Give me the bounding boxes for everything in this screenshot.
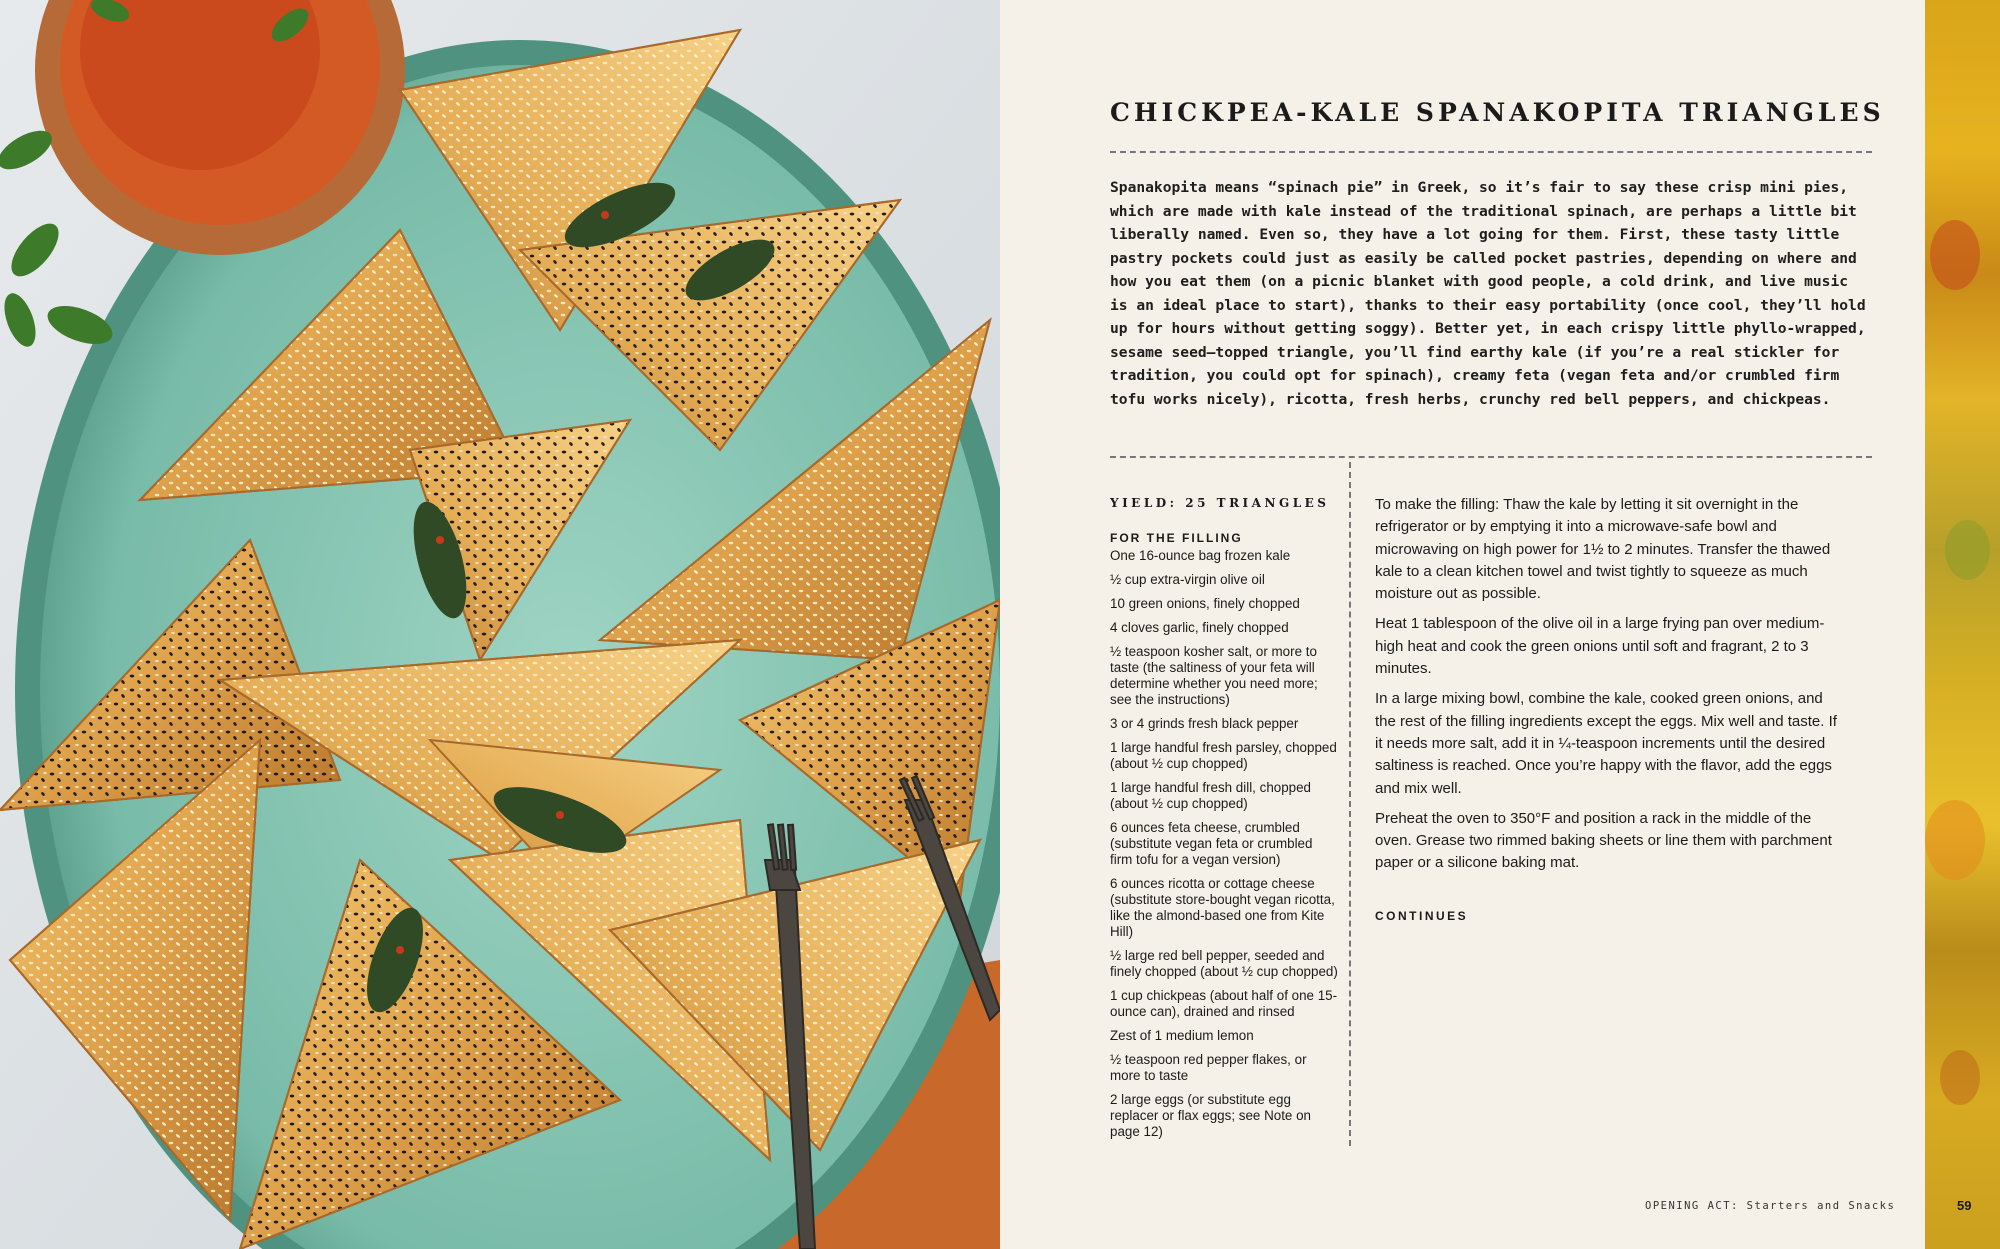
method-step: Heat 1 tablespoon of the olive oil in a large frying pan over medium-high heat and cook the green onions until soft and fragrant, 2 to 3 minutes. <box>1375 615 1825 678</box>
intro-divider <box>1110 456 1872 458</box>
continues-label: CONTINUES <box>1375 909 1469 923</box>
ingredient-item: ½ cup extra-virgin olive oil <box>1110 572 1265 587</box>
ingredient-item: ½ teaspoon kosher salt, or more to taste (the saltiness of your feta will determine whether you need more; see the instructions) <box>1110 644 1318 707</box>
page-edge-texture <box>1925 0 2000 1249</box>
ingredient-item: ½ large red bell pepper, seeded and finely chopped (about ½ cup chopped) <box>1110 948 1338 979</box>
method-step: To make the filling: Thaw the kale by letting it sit overnight in the refrigerator or by emptying it into a microwave-safe bowl and microwaving on high power for 1½ to 2 minutes. Transfer the thawed kale to a clean kitchen towel and twist tightly to squeeze as much moisture out as possible. <box>1375 496 1831 603</box>
ingredient-item: 3 or 4 grinds fresh black pepper <box>1110 716 1299 731</box>
ingredient-item: 6 ounces ricotta or cottage cheese (substitute store-bought vegan ricotta, like the almond-based one from Kite Hill) <box>1110 876 1335 939</box>
ingredient-item: 1 cup chickpeas (about half of one 15-ounce can), drained and rinsed <box>1110 988 1338 1019</box>
recipe-title: CHICKPEA-KALE SPANAKOPITA TRIANGLES <box>1110 98 1885 127</box>
method-step: Preheat the oven to 350°F and position a rack in the middle of the oven. Grease two rimmed baking sheets or line them with parchment paper or a silicone baking mat. <box>1375 809 1832 872</box>
ingredient-item: ½ teaspoon red pepper flakes, or more to taste <box>1110 1052 1307 1083</box>
ingredient-list <box>1110 548 1338 1148</box>
ingredient-item: 1 large handful fresh parsley, chopped (about ½ cup chopped) <box>1110 740 1337 771</box>
ingredient-item: 1 large handful fresh dill, chopped (about ½ cup chopped) <box>1110 780 1311 811</box>
running-footer: OPENING ACT: Starters and Snacks <box>1645 1200 1896 1212</box>
ingredient-item: 4 cloves garlic, finely chopped <box>1110 620 1289 635</box>
column-divider <box>1349 462 1351 1146</box>
filling-heading: FOR THE FILLING <box>1110 531 1243 545</box>
method-steps <box>1375 494 1845 883</box>
method-step: In a large mixing bowl, combine the kale, cooked green onions, and the rest of the filling ingredients except the eggs. Mix well and taste. If it needs more salt, add it in ¼-teaspoon increments until the desired saltiness is reached. Once you’re happy with the flavor, add the eggs and mix well. <box>1375 690 1837 797</box>
ingredient-item: 10 green onions, finely chopped <box>1110 596 1300 611</box>
title-divider <box>1110 151 1872 153</box>
recipe-intro: Spanakopita means “spinach pie” in Greek, so it’s fair to say these crisp mini pies, which are made with kale instead of the traditional spinach, are perhaps a little bit liberally named. Even so, they have a lot going for them. First, these tasty little pastry pockets could just as easily be called pocket pastries, depending on where and how you eat them (on a picnic blanket with good people, a cold drink, and live music is an ideal place to start), thanks to their easy portability (once cool, they’ll hold up for hours without getting soggy). Better yet, in each crispy little phyllo-wrapped, sesame seed–topped triangle, you’ll find earthy kale (if you’re a real stickler for tradition, you could opt for spinach), creamy feta (vegan feta and/or crumbled firm tofu works nicely), ricotta, fresh herbs, crunchy red bell peppers, and chickpeas. <box>1110 179 1866 408</box>
ingredient-item: 6 ounces feta cheese, crumbled (substitute vegan feta or crumbled firm tofu for a vegan version) <box>1110 820 1313 867</box>
ingredient-item: 2 large eggs (or substitute egg replacer or flax eggs; see Note on page 12) <box>1110 1092 1311 1139</box>
recipe-yield: YIELD: 25 TRIANGLES <box>1110 496 1330 510</box>
ingredient-item: Zest of 1 medium lemon <box>1110 1028 1254 1043</box>
recipe-page <box>1000 0 1925 1249</box>
page-number: 59 <box>1957 1198 1972 1213</box>
ingredient-item: One 16-ounce bag frozen kale <box>1110 548 1291 563</box>
